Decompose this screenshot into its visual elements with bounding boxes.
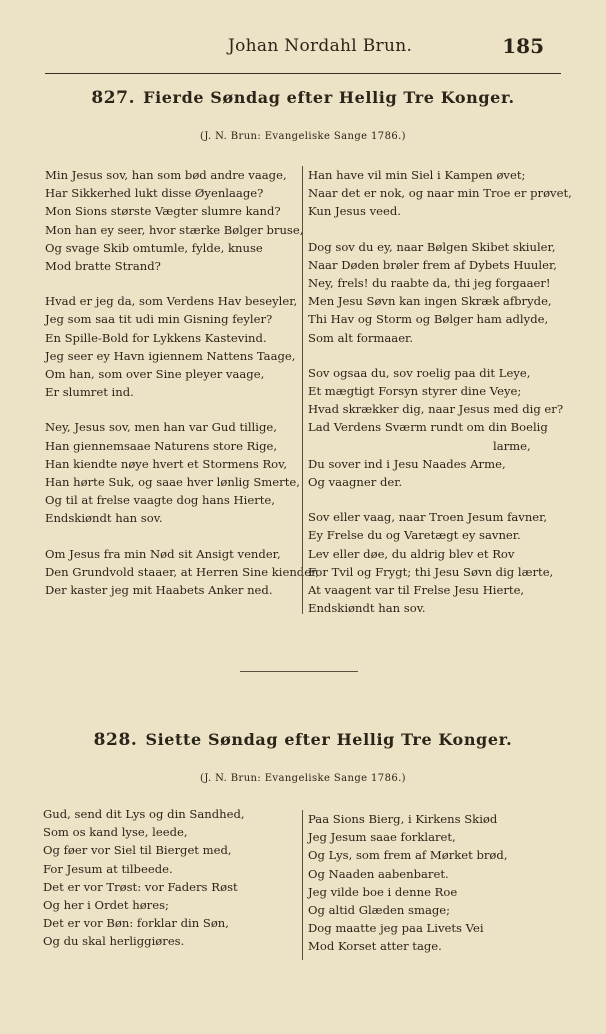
verse-line: Han hørte Suk, og saae hver lønlig Smerte, (45, 475, 300, 490)
stanza (45, 292, 319, 401)
verse-line: Og svage Skib omtumle, fylde, knuse (45, 240, 263, 255)
verse-line: For Jesum at tilbeede. (43, 861, 173, 876)
verse-line: Han kiendte nøye hvert et Stormens Rov, (45, 456, 288, 471)
verse-line: At vaagent var til Frelse Jesu Hierte, (308, 583, 525, 598)
hymn-number: 828. (93, 730, 138, 750)
verse-line: Sov ogsaa du, sov roelig paa dit Leye, (308, 365, 531, 380)
verse-line: Lev eller døe, du aldrig blev et Rov (308, 546, 515, 561)
hymn-title: Fierde Søndag efter Hellig Tre Konger. (143, 88, 515, 107)
verse-line: Han have vil min Siel i Kampen øvet; (308, 168, 526, 182)
verse-line: Kun Jesus veed. (308, 204, 401, 219)
stanza (308, 810, 508, 956)
stanza (45, 166, 319, 275)
stanza (308, 238, 572, 347)
verse-line: Gud, send dit Lys og din Sandhed, (43, 807, 245, 821)
verse-line: Mod bratte Strand? (45, 259, 161, 274)
stanza (308, 364, 572, 491)
running-title: Johan Nordahl Brun. (228, 36, 413, 56)
verse-line: Et mægtigt Forsyn styrer dine Veye; (308, 384, 522, 399)
stanza (45, 545, 319, 600)
verse-line: Endskiøndt han sov. (45, 511, 163, 526)
verse-line: Og vaagner der. (308, 475, 403, 490)
stanza (308, 166, 572, 221)
verse-line: Ey Frelse du og Varetægt ey savner. (308, 528, 521, 543)
stanza (308, 508, 572, 617)
hymn-828-heading (0, 730, 606, 750)
header-rule (45, 73, 561, 74)
verse-line: Mon Sions største Vægter slumre kand? (45, 204, 281, 219)
verse-line: Han giennemsaae Naturens store Rige, (45, 438, 278, 453)
verse-line: Dog maatte jeg paa Livets Vei (308, 921, 484, 936)
hymn-827-heading (0, 88, 606, 108)
verse-line: Endskiøndt han sov. (308, 601, 426, 616)
verse-line: Har Sikkerhed lukt disse Øyenlaage? (45, 186, 264, 201)
verse-line: Den Grundvold staaer, at Herren Sine kiender, (45, 564, 320, 579)
verse-line: Thi Hav og Storm og Bølger ham adlyde, (308, 312, 549, 327)
verse-line: larme, (493, 438, 531, 453)
verse-line: Det er vor Trøst: vor Faders Røst (43, 879, 238, 894)
section-divider (240, 671, 358, 672)
stanza (45, 418, 319, 527)
verse-line: Min Jesus sov, han som bød andre vaage, (45, 168, 287, 182)
column-divider (302, 166, 303, 614)
verse-line: Men Jesu Søvn kan ingen Skræk afbryde, (308, 294, 552, 309)
verse-line: Ney, frels! du raabte da, thi jeg forgaaer! (308, 276, 551, 291)
verse-line: Sov eller vaag, naar Troen Jesum favner, (308, 510, 548, 525)
verse-line: Om han, som over Sine pleyer vaage, (45, 367, 265, 382)
hymn-827-right-column (308, 166, 572, 634)
column-divider (302, 810, 303, 960)
verse-line: Og Naaden aabenbaret. (308, 866, 449, 881)
verse-line: Hvad er jeg da, som Verdens Hav beseyler, (45, 294, 298, 309)
hymn-number: 827. (91, 88, 136, 108)
stanza (43, 805, 245, 951)
verse-line: Og du skal herliggiøres. (43, 934, 185, 949)
hymn-828-left-column (43, 805, 245, 968)
verse-line: En Spille-Bold for Lykkens Kastevind. (45, 330, 267, 345)
hymn-828-right-column (308, 810, 508, 973)
verse-line: Om Jesus fra min Nød sit Ansigt vender, (45, 546, 281, 561)
verse-line: Er slumret ind. (45, 385, 134, 400)
verse-line: Hvad skrækker dig, naar Jesus med dig er? (308, 402, 564, 417)
verse-line: Det er vor Bøn: forklar din Søn, (43, 916, 229, 931)
verse-line: Som os kand lyse, leede, (43, 825, 188, 840)
verse-line: Paa Sions Bierg, i Kirkens Skiød (308, 812, 498, 826)
verse-line: Mon han ey seer, hvor stærke Bølger bruse, (45, 222, 304, 237)
verse-line: Og Lys, som frem af Mørket brød, (308, 848, 508, 863)
verse-line: Og føer vor Siel til Bierget med, (43, 843, 232, 858)
verse-line: Jeg som saa tit udi min Gisning feyler? (45, 312, 273, 327)
verse-line: Dog sov du ey, naar Bølgen Skibet skiuler, (308, 239, 556, 254)
verse-line: Naar Døden brøler frem af Dybets Huuler, (308, 257, 557, 272)
running-head (0, 34, 606, 64)
hymn-title: Siette Søndag efter Hellig Tre Konger. (145, 730, 513, 749)
verse-line: Og altid Glæden smage; (308, 903, 451, 918)
verse-line: Mod Korset atter tage. (308, 939, 442, 954)
verse-line: Der kaster jeg mit Haabets Anker ned. (45, 583, 273, 598)
page-number: 185 (502, 34, 544, 58)
verse-line: Ney, Jesus sov, men han var Gud tillige, (45, 420, 277, 435)
verse-line: Og her i Ordet høres; (43, 898, 169, 913)
verse-line: Jeg Jesum saae forklaret, (308, 830, 456, 845)
verse-line: Lad Verdens Sværm rundt om din Boelig (308, 420, 548, 435)
verse-line: Og til at frelse vaagte dog hans Hierte, (45, 493, 275, 508)
verse-line: Jeg vilde boe i denne Roe (308, 884, 458, 899)
hymn-828-source: (J. N. Brun: Evangeliske Sange 1786.) (200, 773, 406, 784)
verse-line: Som alt formaaer. (308, 330, 414, 345)
verse-line: Du sover ind i Jesu Naades Arme, (308, 456, 506, 471)
verse-line: Naar det er nok, og naar min Troe er prøvet, (308, 186, 572, 201)
hymn-827-left-column (45, 166, 319, 616)
hymn-827-source: (J. N. Brun: Evangeliske Sange 1786.) (200, 131, 406, 142)
verse-line: Jeg seer ey Havn igiennem Nattens Taage, (45, 348, 296, 363)
verse-line: For Tvil og Frygt; thi Jesu Søvn dig lærte, (308, 564, 554, 579)
